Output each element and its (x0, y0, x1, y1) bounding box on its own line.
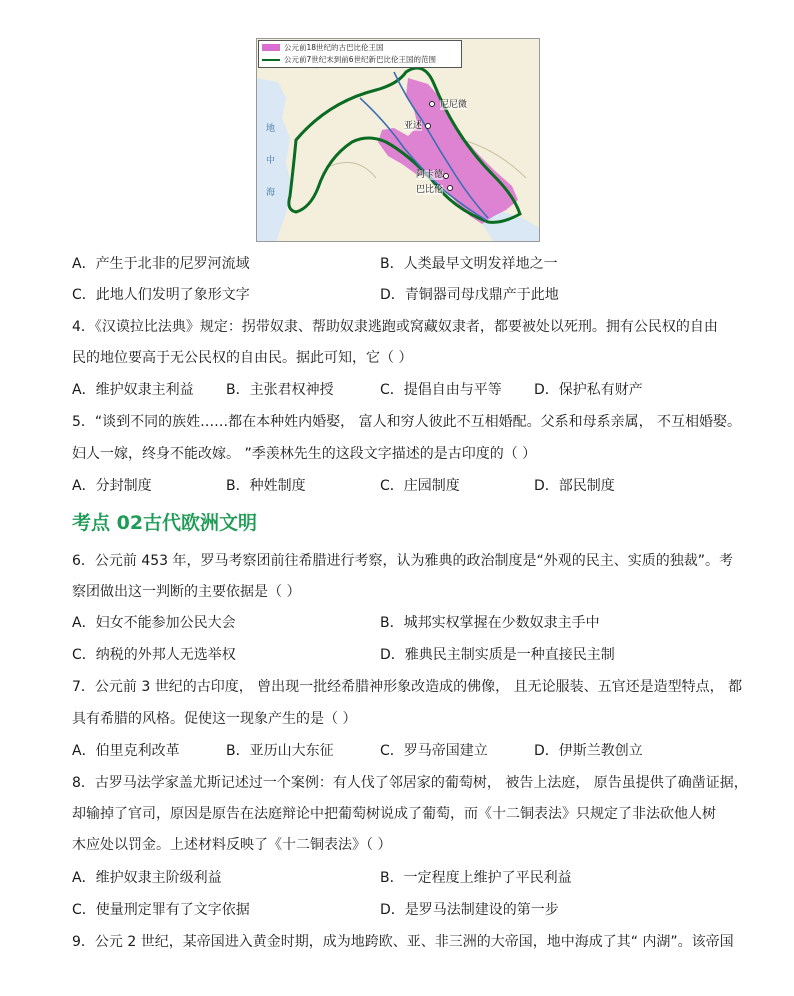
city-dot-akkad (444, 174, 449, 179)
q7-option-c: C．罗马帝国建立 (380, 743, 488, 759)
q4-option-d: D．保护私有财产 (534, 382, 643, 398)
q3-option-d: D．青铜器司母戊鼎产于此地 (380, 287, 559, 303)
sea-label-char-1: 地 (266, 124, 276, 134)
green-line-icon (262, 59, 280, 61)
q5-option-d: D．部民制度 (534, 478, 615, 494)
q8-stem-line-1: 8．古罗马法学家盖尤斯记述过一个案例：有人伐了邻居家的葡萄树， 被告上法庭， 原告虽提供了确凿证据， (72, 775, 748, 791)
q7-stem-line-2: 具有希腊的风格。促使这一现象产生的是（ ） (72, 711, 357, 727)
q8-option-c: C．使量刑定罪有了文字依据 (72, 902, 250, 918)
city-label-assur: 亚述 (404, 121, 423, 131)
q8-option-d: D．是罗马法制建设的第一步 (380, 902, 559, 918)
q6-stem-line-1: 6．公元前 453 年，罗马考察团前往希腊进行考察，认为雅典的政治制度是“外观的民主、实质的独裁”。考 (72, 553, 734, 569)
q3-option-a: A．产生于北非的尼罗河流域 (72, 256, 250, 272)
q6-option-b: B．城邦实权掌握在少数奴隶主手中 (380, 615, 600, 631)
historical-map (256, 38, 540, 242)
pink-swatch-icon (262, 44, 280, 51)
q8-option-a: A．维护奴隶主阶级利益 (72, 870, 222, 886)
q4-stem-line-1: 4．《汉谟拉比法典》规定：拐带奴隶、帮助奴隶逃跑或窝藏奴隶者，都要被处以死刑。拥有公民权的自由 (72, 319, 718, 335)
q6-option-c: C．纳税的外邦人无选举权 (72, 647, 236, 663)
q5-option-a: A．分封制度 (72, 478, 152, 494)
city-label-babylon: 巴比伦 (416, 185, 444, 195)
q4-stem-line-2: 民的地位要高于无公民权的自由民。据此可知，它（ ） (72, 350, 413, 366)
q7-option-b: B．亚历山大东征 (226, 743, 334, 759)
city-dot-babylon (448, 186, 453, 191)
city-dot-assur (426, 124, 431, 129)
q3-option-c: C．此地人们发明了象形文字 (72, 287, 250, 303)
city-label-nineveh: 尼尼微 (440, 100, 468, 110)
legend-label-neo-babylon: 公元前7世纪末到前6世纪新巴比伦王国的范围 (284, 54, 437, 64)
q8-stem-line-2: 却输掉了官司，原因是原告在法庭辩论中把葡萄树说成了葡萄，而《十二铜表法》只规定了非法砍他人树 (72, 806, 716, 822)
q4-option-c: C．提倡自由与平等 (380, 382, 502, 398)
q5-option-b: B．种姓制度 (226, 478, 306, 494)
section-heading: 考点 02古代欧洲文明 (72, 512, 258, 534)
city-label-akkad: 阿卡德 (416, 170, 444, 180)
q5-stem-line-2: 妇人一嫁，终身不能改嫁。 ”季羡林先生的这段文字描述的是古印度的（ ） (72, 446, 537, 462)
sea-label-char-2: 中 (266, 156, 276, 166)
q5-option-c: C．庄园制度 (380, 478, 460, 494)
map-legend (258, 40, 462, 68)
legend-label-old-babylon: 公元前18世纪的古巴比伦王国 (284, 42, 384, 52)
q6-option-a: A．妇女不能参加公民大会 (72, 615, 236, 631)
map-graphic (256, 38, 540, 242)
q3-option-b: B．人类最早文明发祥地之一 (380, 256, 558, 272)
q8-stem-line-3: 木应处以罚金。上述材料反映了《十二铜表法》（ ） (72, 837, 392, 853)
q5-stem-line-1: 5．“谈到不同的族姓……都在本种姓内婚娶， 富人和穷人彼此不互相婚配。父系和母系亲属， 不互相婚娶。 (72, 414, 742, 430)
q7-option-a: A．伯里克利改革 (72, 743, 180, 759)
legend-item-neo-babylon (262, 54, 436, 65)
q9-stem-line-1: 9．公元 2 世纪，某帝国进入黄金时期，成为地跨欧、亚、非三洲的大帝国，地中海成了其“ 内湖”。该帝国 (72, 934, 734, 950)
q6-option-d: D．雅典民主制实质是一种直接民主制 (380, 647, 615, 663)
legend-item-old-babylon (262, 42, 384, 53)
sea-label-char-3: 海 (266, 188, 276, 198)
q4-option-a: A．维护奴隶主利益 (72, 382, 194, 398)
q7-stem-line-1: 7．公元前 3 世纪的古印度， 曾出现一批经希腊神形象改造成的佛像， 且无论服装、五官还是造型特点， 都 (72, 679, 743, 695)
q7-option-d: D．伊斯兰教创立 (534, 743, 643, 759)
city-dot-nineveh (430, 102, 435, 107)
q4-option-b: B．主张君权神授 (226, 382, 334, 398)
q8-option-b: B．一定程度上维护了平民利益 (380, 870, 572, 886)
q6-stem-line-2: 察团做出这一判断的主要依据是（ ） (72, 584, 301, 600)
